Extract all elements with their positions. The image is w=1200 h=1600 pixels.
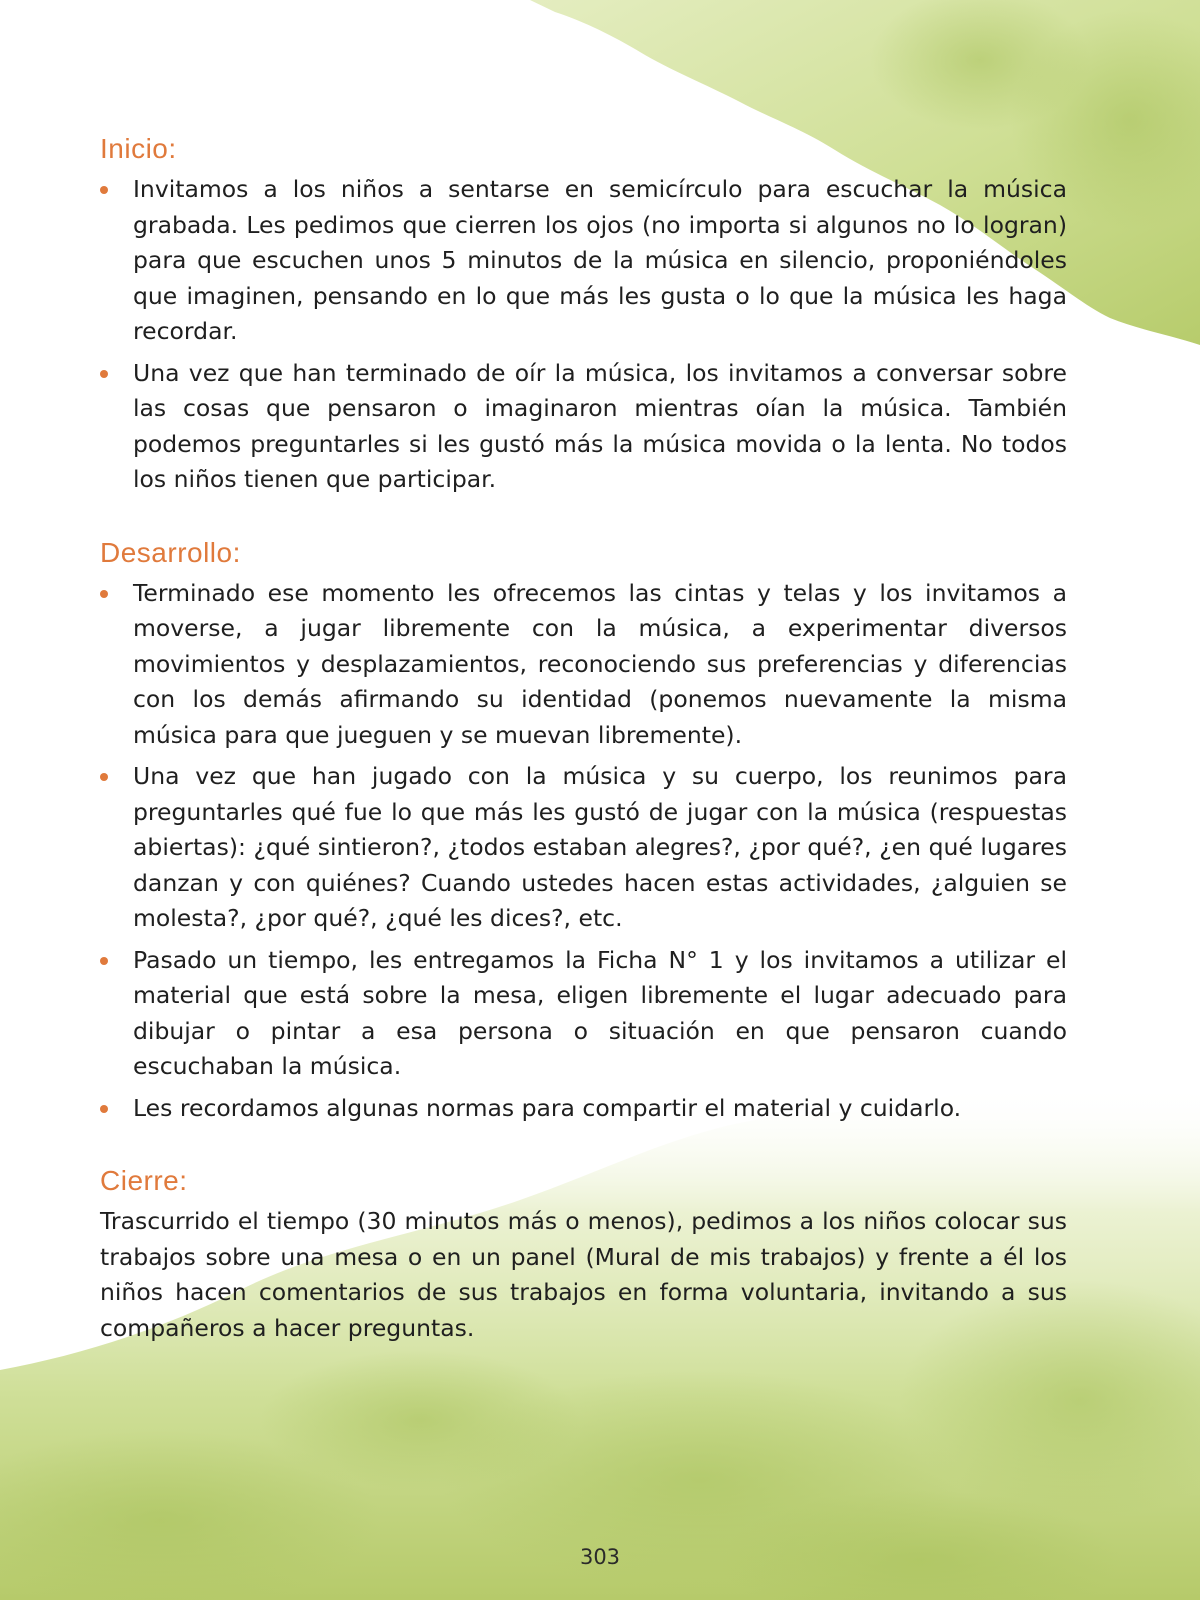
list-item-text: Les recordamos algunas normas para compartir el material y cuidarlo. xyxy=(133,1093,962,1122)
bullet-dot-icon xyxy=(100,773,108,781)
bullet-dot-icon xyxy=(100,1105,108,1113)
page-content xyxy=(100,132,1067,1346)
list-item xyxy=(100,576,1067,754)
list-item xyxy=(100,759,1067,937)
list-item-text: Invitamos a los niños a sentarse en semicírculo para escuchar la música grabada. Les pedimos que cierren los ojos (no importa si algunos no lo logran) para que escuchen unos 5 minutos de la música en silencio, proponiéndoles que imaginen, pensando en lo que más les gusta o lo que la música les haga recordar. xyxy=(133,175,1067,345)
list-item-text: Terminado ese momento les ofrecemos las cintas y telas y los invitamos a moverse, a jugar libremente con la música, a experimentar diversos movimientos y desplazamientos, reconociendo sus preferencias y diferencias con los demás afirmando su identidad (ponemos nuevamente la misma música para que jueguen y se muevan libremente). xyxy=(133,578,1067,749)
inicio-list xyxy=(100,172,1067,498)
section-title-desarrollo: Desarrollo: xyxy=(100,536,241,568)
desarrollo-list xyxy=(100,576,1067,1127)
section-title-cierre: Cierre: xyxy=(100,1165,188,1196)
bullet-dot-icon xyxy=(100,186,108,194)
list-item-text: Pasado un tiempo, les entregamos la Ficha N° 1 y los invitamos a utilizar el material que está sobre la mesa, eligen libremente el lugar adecuado para dibujar o pintar a esa persona o situación en que pensaron cuando escuchaban la música. xyxy=(133,945,1067,1080)
bullet-dot-icon xyxy=(100,370,108,378)
page-number: 303 xyxy=(579,1545,621,1569)
list-item xyxy=(100,943,1067,1085)
bullet-dot-icon xyxy=(100,590,108,598)
cierre-paragraph: Trascurrido el tiempo (30 minutos más o menos), pedimos a los niños colocar sus trabajos sobre una mesa o en un panel (Mural de mis trabajos) y frente a él los niños hacen comentarios de sus trabajos en forma voluntaria, invitando a sus compañeros a hacer preguntas. xyxy=(100,1207,1067,1342)
list-item-text: Una vez que han jugado con la música y su cuerpo, los reunimos para preguntarles qué fue lo que más les gustó de jugar con la música (respuestas abiertas): ¿qué sintieron?, ¿todos estaban alegres?, ¿por qué?, ¿en qué lugares danzan y con quiénes? Cuando ustedes hacen estas actividades, ¿alguien se molesta?, ¿por qué?, ¿qué les dices?, etc. xyxy=(133,762,1067,932)
list-item-text: Una vez que han terminado de oír la música, los invitamos a conversar sobre las cosas que pensaron o imaginaron mientras oían la música. También podemos preguntarles si les gustó más la música movida o la lenta. No todos los niños tienen que participar. xyxy=(133,358,1067,493)
list-item xyxy=(100,172,1067,350)
list-item xyxy=(100,1091,1067,1127)
section-title-inicio: Inicio: xyxy=(100,133,177,164)
bullet-dot-icon xyxy=(100,957,108,965)
list-item xyxy=(100,356,1067,498)
